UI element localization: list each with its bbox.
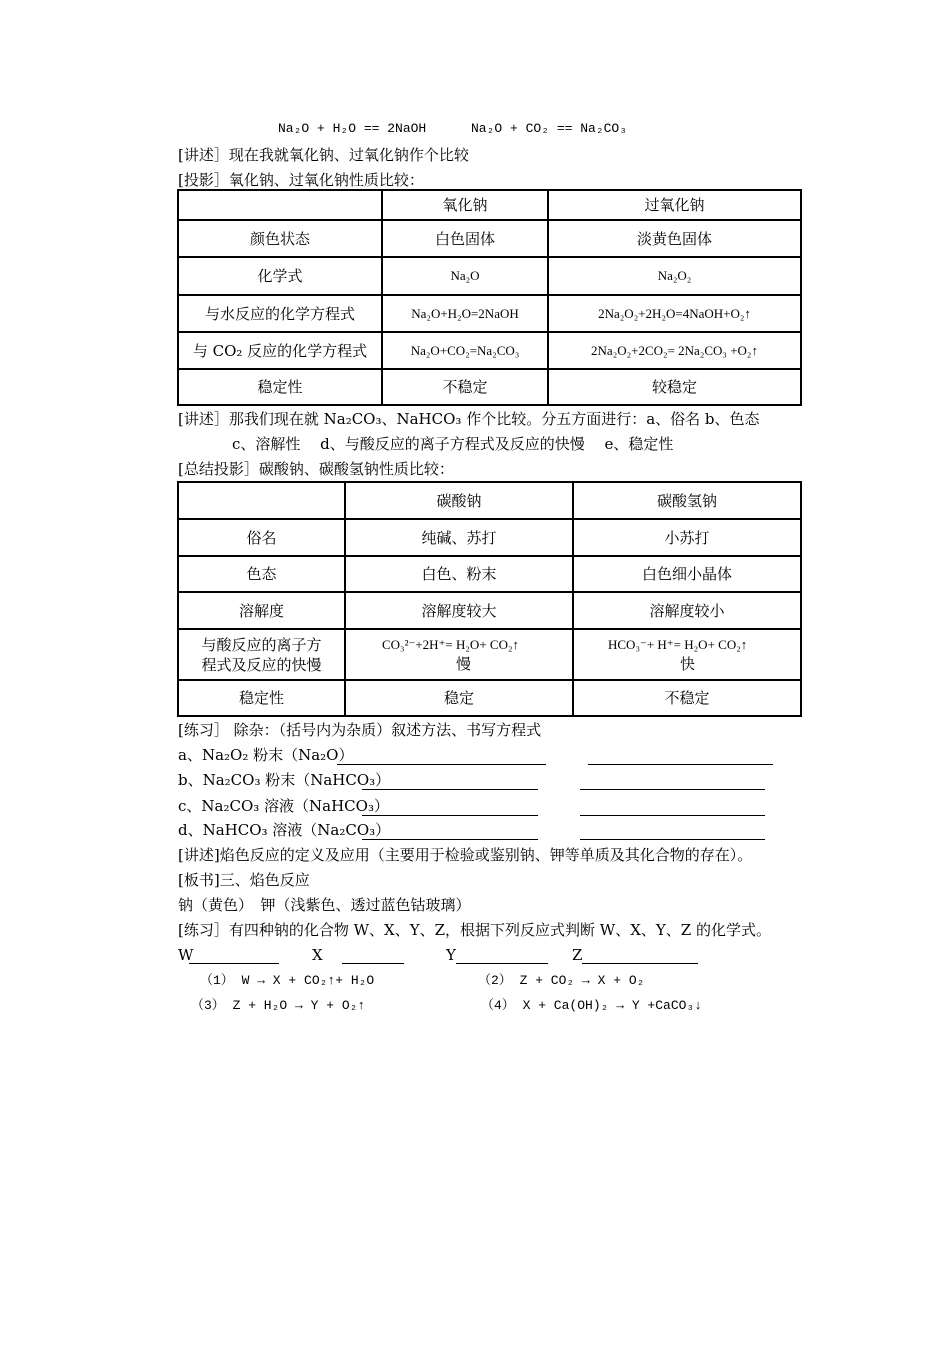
table-cell: 碳酸氢钠 — [573, 482, 801, 519]
reaction-1: （1） W → X + CO₂↑+ H₂O — [200, 973, 375, 988]
table-cell: Na₂O+CO₂=Na₂CO₃ — [382, 332, 548, 369]
table-cell: 稳定性 — [178, 680, 345, 716]
table-cell: 稳定 — [345, 680, 573, 716]
equation-na2o-water: Na₂O + H₂O == 2NaOH — [278, 121, 427, 136]
lecture-line-1: [讲述］现在我就氧化钠、过氧化钠作个比较 — [178, 146, 469, 164]
na2co3-acid-equation: CO₃²⁻+2H⁺= H₂O+ CO₂↑ — [382, 636, 519, 652]
table-cell: Na₂O+H₂O=2NaOH — [382, 295, 548, 332]
table-header-row — [178, 482, 801, 519]
answer-blank[interactable] — [362, 839, 538, 840]
impurity-item-a: a、Na₂O₂ 粉末（Na₂O） — [178, 746, 354, 764]
na2co3-acid-speed: 慢 — [456, 656, 472, 673]
table-cell: 白色、粉末 — [345, 556, 573, 592]
table-header-row — [178, 190, 801, 220]
flame-colors-line: 钠（黄色） 钾（浅紫色、透过蓝色钴玻璃） — [178, 896, 471, 914]
impurity-item-b: b、Na₂CO₃ 粉末（NaHCO₃） — [178, 771, 391, 789]
table-row — [178, 629, 801, 680]
table-cell — [345, 629, 573, 680]
table-cell: 溶解度较大 — [345, 592, 573, 629]
projection-line-2: [总结投影］碳酸钠、碳酸氢钠性质比较： — [178, 460, 454, 478]
table-cell — [178, 190, 382, 220]
table-cell: 小苏打 — [573, 519, 801, 556]
table-cell: Na₂O — [382, 257, 548, 295]
table-cell: 与 CO₂ 反应的化学方程式 — [178, 332, 382, 369]
reaction-3: （3） Z + H₂O → Y + O₂↑ — [191, 998, 366, 1013]
table-cell: 淡黄色固体 — [548, 220, 801, 257]
exercise-line-1: [练习］ 除杂：（括号内为杂质）叙述方法、书写方程式 — [178, 721, 542, 739]
table-cell — [178, 482, 345, 519]
table-cell: 溶解度较小 — [573, 592, 801, 629]
table-cell: 化学式 — [178, 257, 382, 295]
answer-blank[interactable] — [362, 815, 538, 816]
table-row — [178, 257, 801, 295]
table-row — [178, 519, 801, 556]
answer-blank-y[interactable] — [456, 963, 548, 964]
answer-blank[interactable] — [580, 789, 765, 790]
answer-blank-z[interactable] — [582, 963, 698, 964]
table-row — [178, 220, 801, 257]
table-cell: 白色固体 — [382, 220, 548, 257]
answer-blank[interactable] — [588, 764, 773, 765]
table-cell: 2Na₂O₂+2H₂O=4NaOH+O₂↑ — [548, 295, 801, 332]
table-row — [178, 680, 801, 716]
exercise-line-2: [练习］有四种钠的化合物 W、X、Y、Z，根据下列反应式判断 W、X、Y、Z 的化学式。 — [178, 921, 772, 939]
table-cell: 较稳定 — [548, 369, 801, 405]
table-row — [178, 592, 801, 629]
lecture-line-2a: [讲述］那我们现在就 Na₂CO₃、NaHCO₃ 作个比较。分五方面进行：a、俗名 b、色态 — [178, 410, 760, 428]
blackboard-line: [板书]三、焰色反应 — [178, 871, 310, 889]
table-cell: 氧化钠 — [382, 190, 548, 220]
table-row — [178, 295, 801, 332]
table-row — [178, 332, 801, 369]
table-cell: 过氧化钠 — [548, 190, 801, 220]
answer-blank[interactable] — [337, 764, 546, 765]
table-cell: 不稳定 — [573, 680, 801, 716]
table-cell: 稳定性 — [178, 369, 382, 405]
answer-blank-x[interactable] — [342, 963, 404, 964]
table-cell — [573, 629, 801, 680]
label-z: Z — [572, 946, 583, 964]
label-y: Y — [446, 946, 456, 964]
table-cell: 俗名 — [178, 519, 345, 556]
acid-row-label-2: 程式及反应的快慢 — [201, 655, 322, 674]
label-w: W — [178, 946, 194, 964]
carbonate-bicarbonate-table — [177, 481, 802, 717]
impurity-item-c: c、Na₂CO₃ 溶液（NaHCO₃） — [178, 797, 389, 815]
table-row — [178, 369, 801, 405]
reaction-2: （2） Z + CO₂ → X + O₂ — [478, 973, 645, 988]
nahco3-acid-equation: HCO₃⁻+ H⁺= H₂O+ CO₂↑ — [608, 636, 748, 652]
answer-blank-w[interactable] — [189, 963, 279, 964]
table-cell: 白色细小晶体 — [573, 556, 801, 592]
lecture-line-2b: c、溶解性 d、与酸反应的离子方程式及反应的快慢 e、稳定性 — [232, 435, 674, 453]
projection-line-1: [投影］氧化钠、过氧化钠性质比较： — [178, 171, 424, 189]
table-cell: 溶解度 — [178, 592, 345, 629]
reaction-4: （4） X + Ca(OH)₂ → Y +CaCO₃↓ — [481, 998, 703, 1013]
acid-row-label-1: 与酸反应的离子方 — [201, 635, 322, 654]
table-cell: 与水反应的化学方程式 — [178, 295, 382, 332]
table-cell: 不稳定 — [382, 369, 548, 405]
table-cell: 色态 — [178, 556, 345, 592]
oxide-peroxide-table — [177, 189, 802, 406]
equation-na2o-co2: Na₂O + CO₂ == Na₂CO₃ — [471, 121, 628, 136]
nahco3-acid-speed: 快 — [680, 656, 696, 673]
table-cell: 2Na₂O₂+2CO₂= 2Na₂CO₃ +O₂↑ — [548, 332, 801, 369]
table-cell — [178, 629, 345, 680]
table-cell: 纯碱、苏打 — [345, 519, 573, 556]
answer-blank[interactable] — [580, 815, 765, 816]
table-cell: 碳酸钠 — [345, 482, 573, 519]
impurity-item-d: d、NaHCO₃ 溶液（Na₂CO₃） — [178, 821, 391, 839]
lecture-line-3: [讲述]焰色反应的定义及应用（主要用于检验或鉴别钠、钾等单质及其化合物的存在）。 — [178, 846, 753, 864]
answer-blank[interactable] — [580, 839, 765, 840]
table-row — [178, 556, 801, 592]
table-cell: 颜色状态 — [178, 220, 382, 257]
answer-blank[interactable] — [362, 789, 538, 790]
label-x: X — [312, 946, 323, 964]
table-cell: Na₂O₂ — [548, 257, 801, 295]
